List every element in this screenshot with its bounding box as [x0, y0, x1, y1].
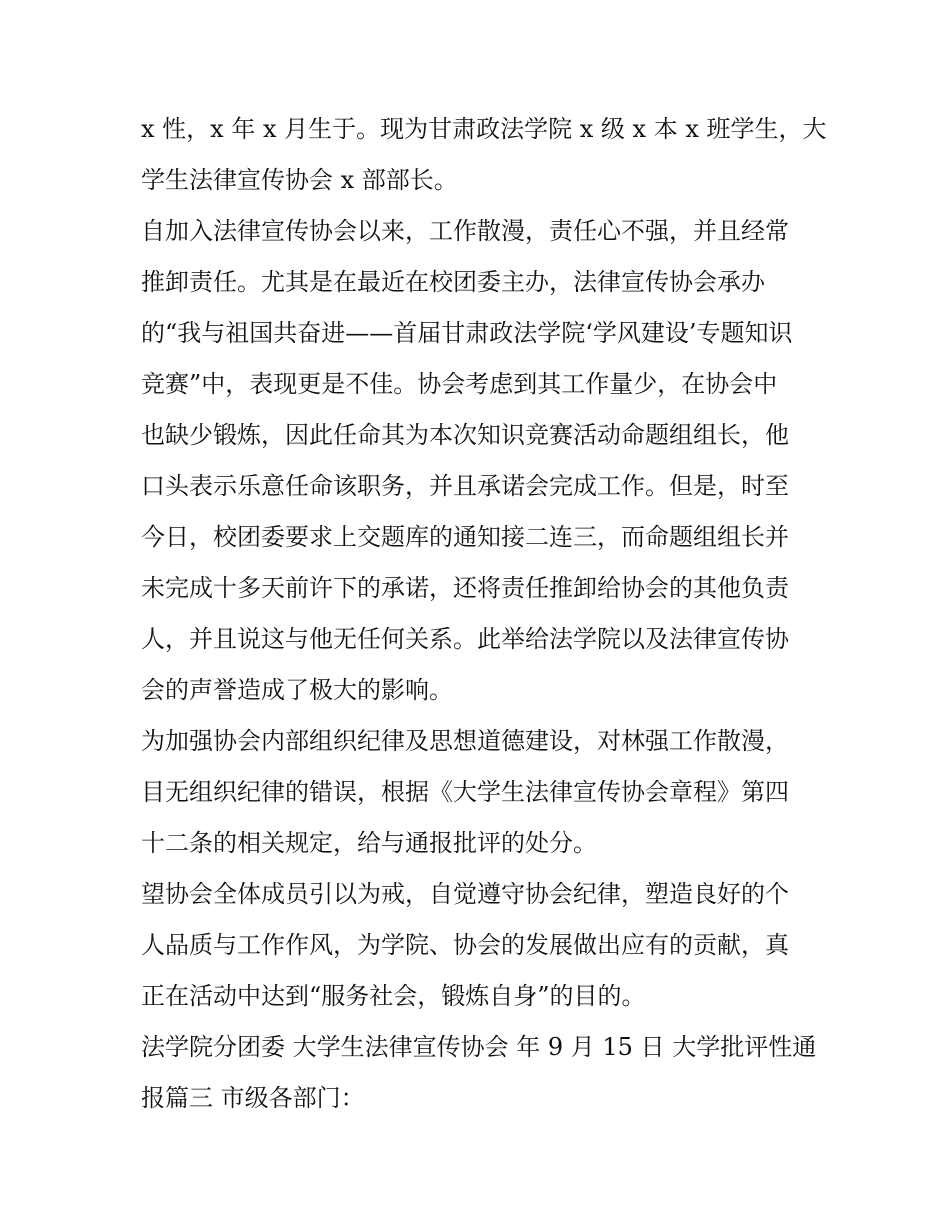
- text-line: 人，并且说这与他无任何关系。此举给法学院以及法律宣传协: [141, 625, 789, 653]
- text-line: 正在活动中达到“服务社会，锻炼自身”的目的。: [141, 982, 646, 1010]
- text-line: 自加入法律宣传协会以来，工作散漫，责任心不强，并且经常: [141, 217, 789, 245]
- text-line: 竞赛”中，表现更是不佳。协会考虑到其工作量少，在协会中: [141, 370, 778, 398]
- text-line: 的“我与祖国共奋进——首届甘肃政法学院‘学风建设’专题知识: [141, 319, 793, 347]
- text-line: 学生法律宣传协会 x 部部长。: [141, 166, 458, 194]
- document-body: [141, 104, 827, 1124]
- text-line: 目无组织纪律的错误，根据《大学生法律宣传协会章程》第四: [141, 778, 789, 806]
- text-line: 推卸责任。尤其是在最近在校团委主办，法律宣传协会承办: [141, 268, 765, 296]
- text-line: 口头表示乐意任命该职务，并且承诺会完成工作。但是，时至: [141, 472, 789, 500]
- text-line: 望协会全体成员引以为戒，自觉遵守协会纪律，塑造良好的个: [141, 880, 789, 908]
- text-line: 今日，校团委要求上交题库的通知接二连三，而命题组组长并: [141, 523, 789, 551]
- text-line: x 性，x 年 x 月生于。现为甘肃政法学院 x 级 x 本 x 班学生，大: [141, 115, 827, 143]
- text-line: 法学院分团委 大学生法律宣传协会 年 9 月 15 日 大学批评性通: [141, 1033, 817, 1061]
- text-line: 也缺少锻炼，因此任命其为本次知识竞赛活动命题组组长，他: [141, 421, 789, 449]
- text-line: 未完成十多天前许下的承诺，还将责任推卸给协会的其他负责: [141, 574, 789, 602]
- text-line: 报篇三 市级各部门：: [141, 1084, 365, 1112]
- text-line: 会的声誉造成了极大的影响。: [141, 676, 453, 704]
- text-line: 人品质与工作作风，为学院、协会的发展做出应有的贡献，真: [141, 931, 789, 959]
- text-line: 十二条的相关规定，给与通报批评的处分。: [141, 829, 597, 857]
- text-line: 为加强协会内部组织纪律及思想道德建设，对林强工作散漫，: [141, 727, 789, 755]
